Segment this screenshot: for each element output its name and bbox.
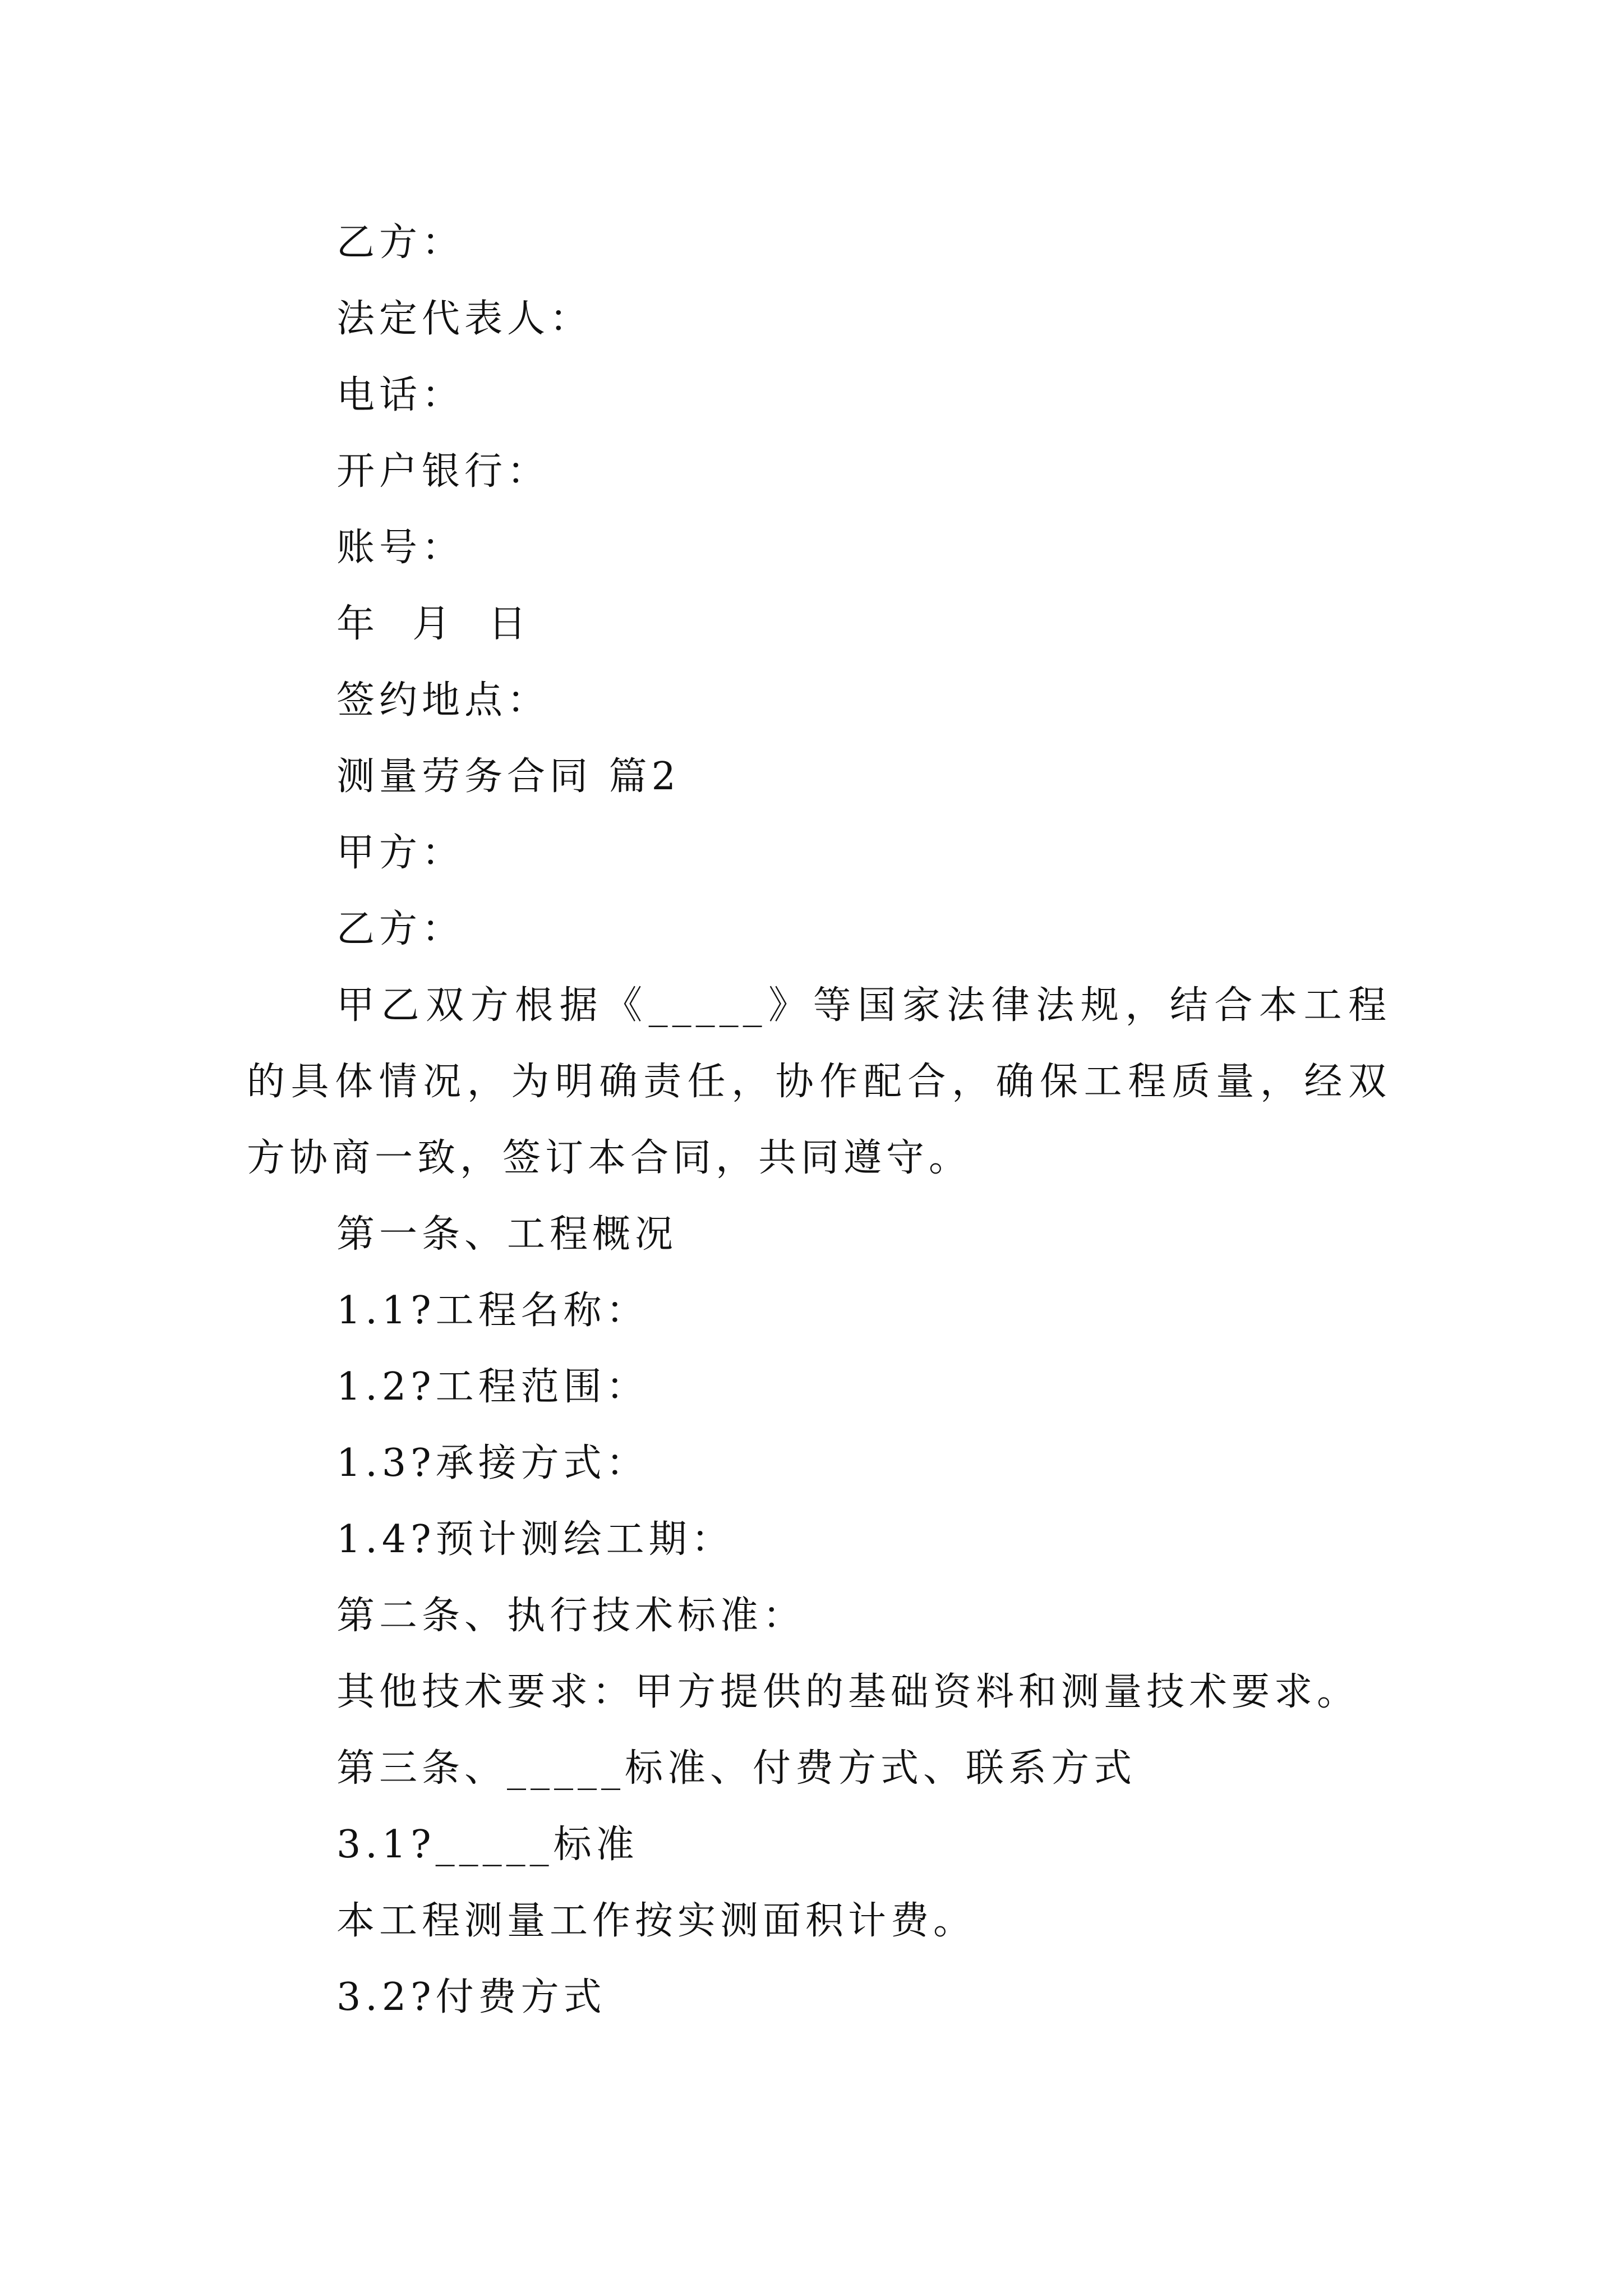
project-name-label: 1.1?工程名称： xyxy=(336,1289,649,1333)
survey-period-label: 1.4?预计测绘工期： xyxy=(336,1517,734,1562)
contract-method-label: 1.3?承接方式： xyxy=(336,1441,649,1485)
article-3-heading: 第三条、_____标准、付费方式、联系方式 xyxy=(336,1746,1137,1791)
party-b-label-2: 乙方： xyxy=(336,907,465,951)
date-line: 年 月 日 xyxy=(336,602,531,646)
phone-label: 电话： xyxy=(336,373,465,417)
article-2-heading: 第二条、执行技术标准： xyxy=(336,1594,806,1638)
payment-method-subheading: 3.2?付费方式 xyxy=(336,1975,606,2019)
standard-subheading: 3.1?_____标准 xyxy=(336,1823,639,1867)
account-label: 账号： xyxy=(336,526,465,570)
legal-representative-label: 法定代表人： xyxy=(336,297,593,341)
intro-paragraph: 甲乙双方根据《_____》等国家法律法规，结合本工程的具体情况，为明确责任，协作配合，确保工程质量，经双方协商一致，签订本合同，共同遵守。 xyxy=(247,983,1391,1180)
bank-label: 开户银行： xyxy=(336,449,550,494)
article-1-heading: 第一条、工程概况 xyxy=(336,1212,678,1257)
party-b-label: 乙方： xyxy=(336,220,465,265)
section-title: 测量劳务合同 篇2 xyxy=(336,754,680,799)
billing-text: 本工程测量工作按实测面积计费。 xyxy=(336,1899,976,1943)
technical-requirements: 其他技术要求：甲方提供的基础资料和测量技术要求。 xyxy=(336,1670,1360,1714)
party-a-label: 甲方： xyxy=(336,831,465,875)
project-scope-label: 1.2?工程范围： xyxy=(336,1365,649,1409)
signing-place-label: 签约地点： xyxy=(336,678,550,723)
